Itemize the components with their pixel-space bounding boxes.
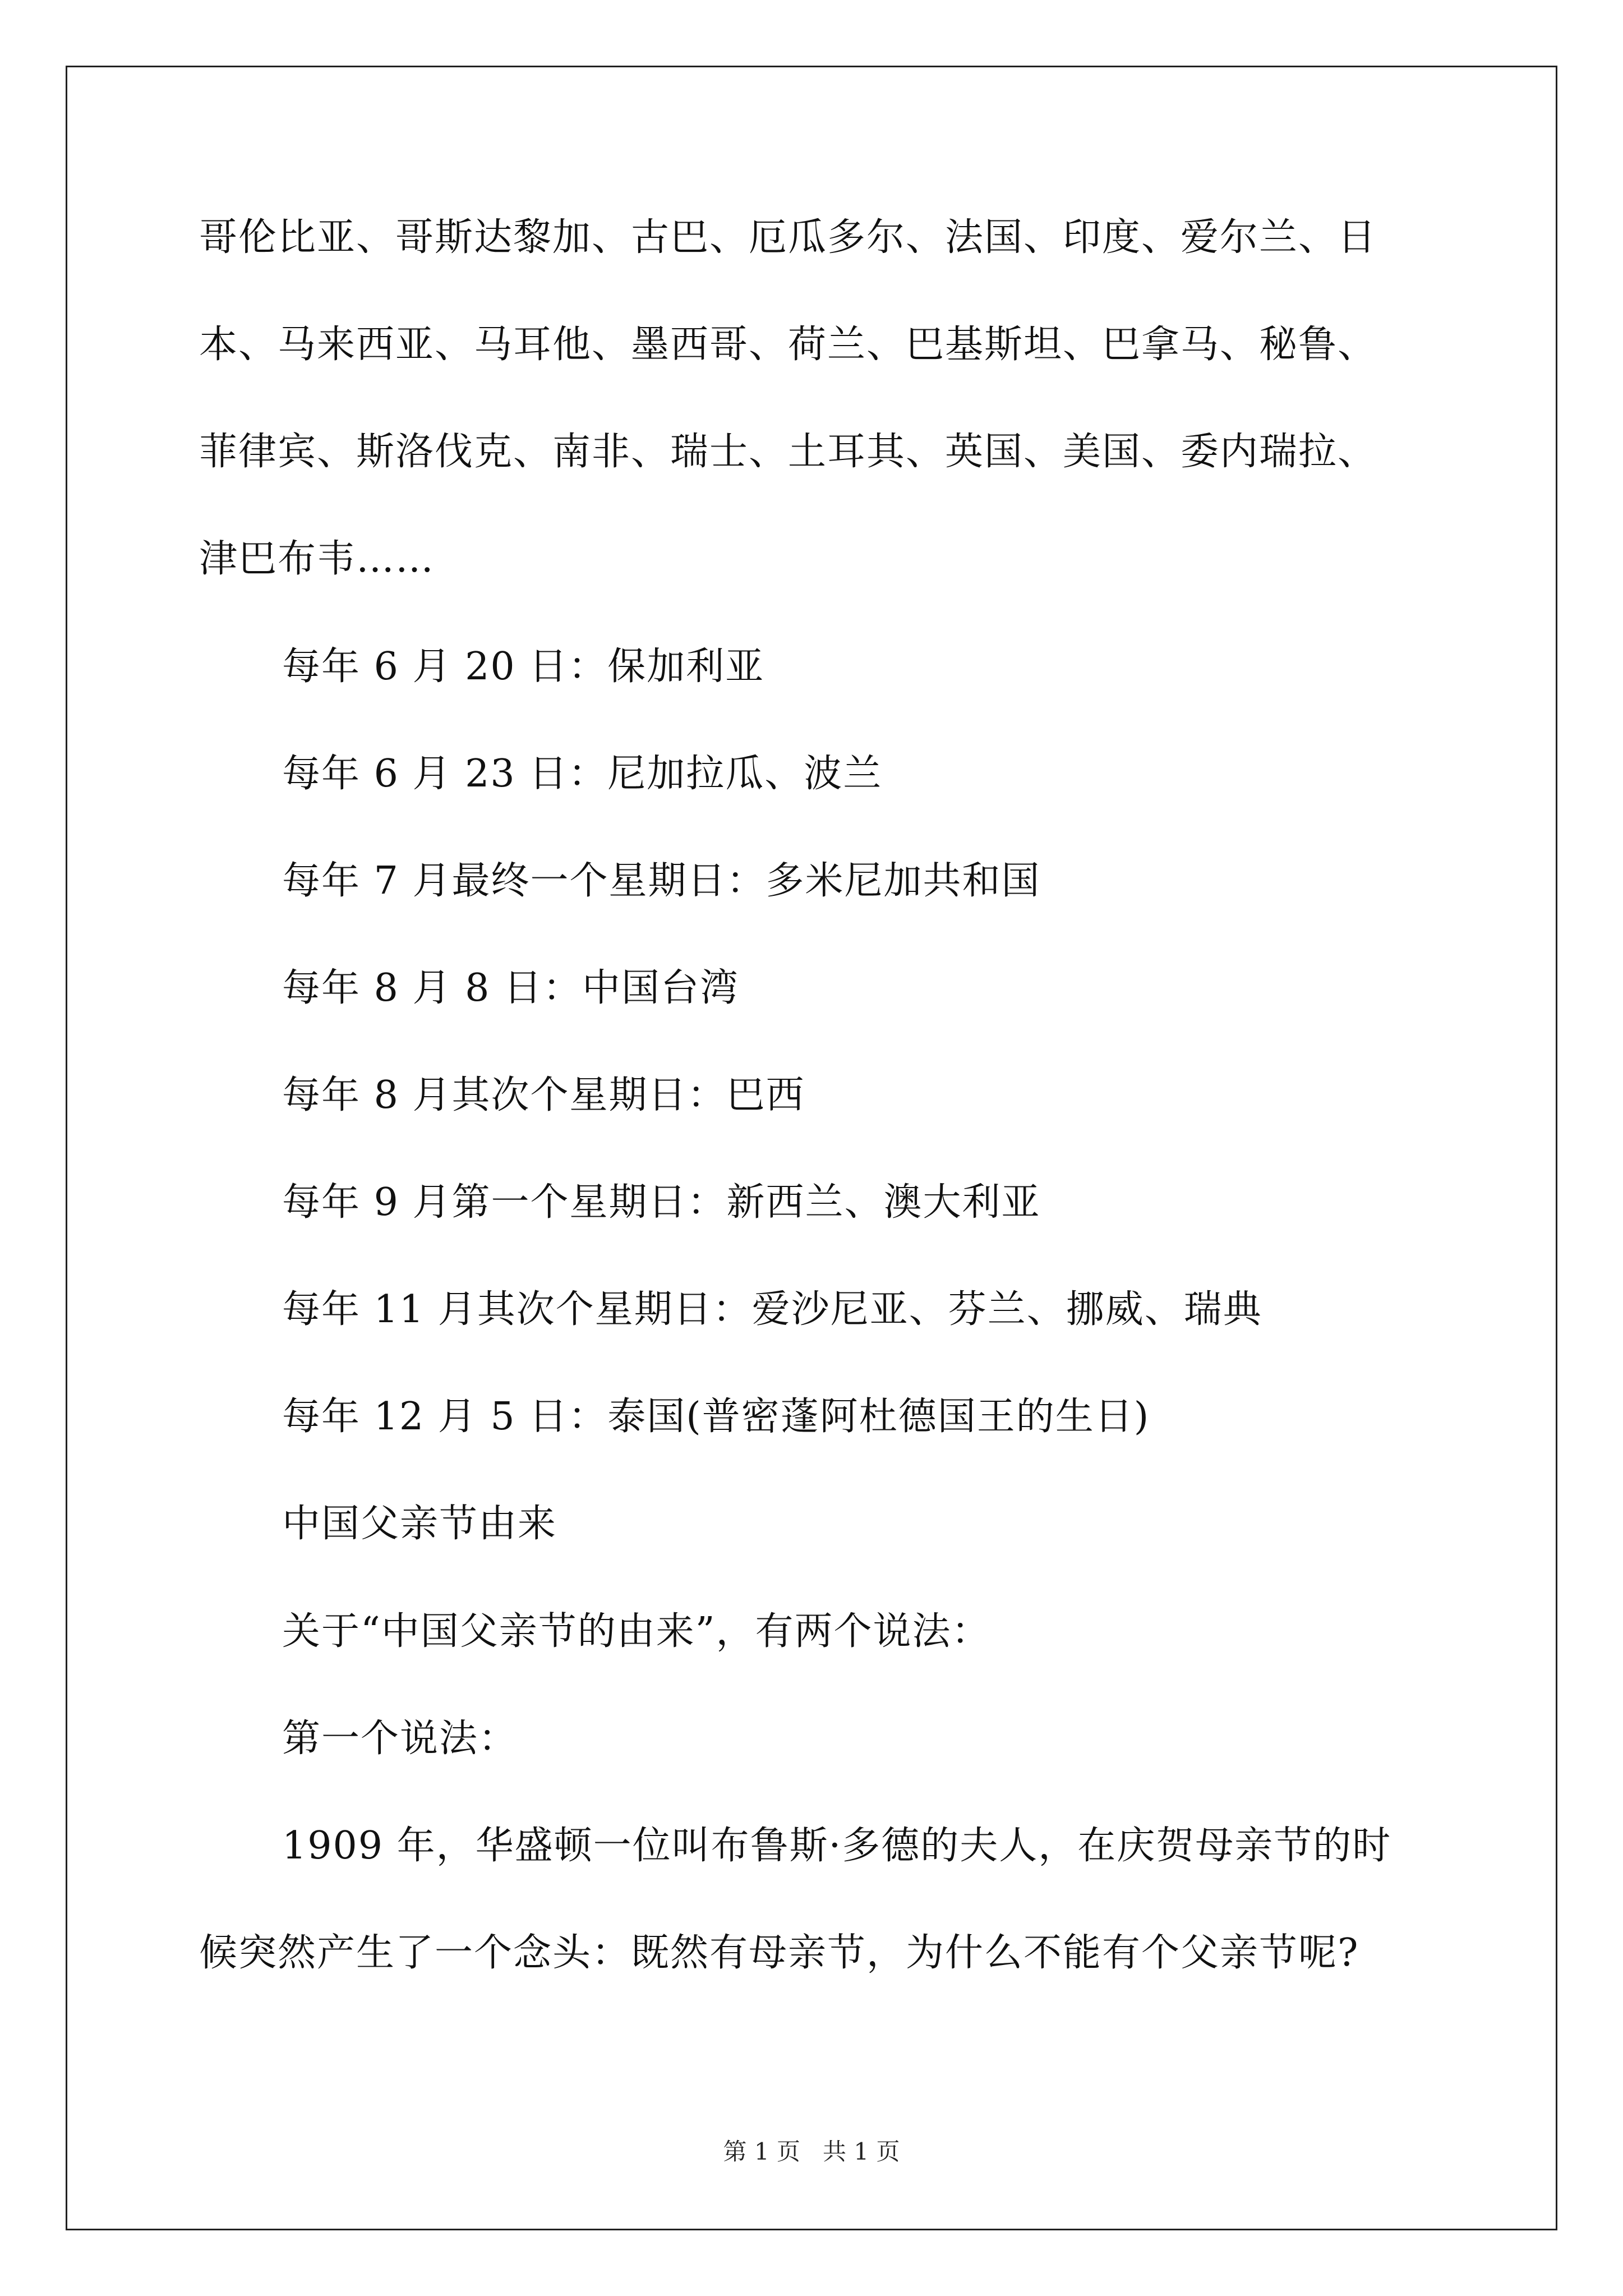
paragraph-line: 哥伦比亚、哥斯达黎加、古巴、厄瓜多尔、法国、印度、爱尔兰、日: [199, 215, 1377, 260]
paragraph-line: 菲律宾、斯洛伐克、南非、瑞士、土耳其、英国、美国、委内瑞拉、: [199, 430, 1377, 474]
date-entry: 每年 11 月其次个星期日：爱沙尼亚、芬兰、挪威、瑞典: [282, 1287, 1262, 1332]
date-entry: 每年 6 月 20 日：保加利亚: [282, 645, 765, 689]
paragraph-line: 第一个说法：: [282, 1717, 518, 1761]
paragraph-line: 津巴布韦……: [199, 537, 435, 581]
date-entry: 每年 12 月 5 日：泰国(普密蓬阿杜德国王的生日): [282, 1395, 1150, 1439]
paragraph-line: 关于“中国父亲节的由来”，有两个说法：: [282, 1609, 991, 1654]
date-entry: 每年 6 月 23 日：尼加拉瓜、波兰: [282, 752, 883, 796]
date-entry: 每年 8 月其次个星期日：巴西: [282, 1073, 805, 1117]
section-heading: 中国父亲节由来: [282, 1502, 557, 1546]
date-entry: 每年 9 月第一个星期日：新西兰、澳大利亚: [282, 1180, 1041, 1225]
paragraph-line: 本、马来西亚、马耳他、墨西哥、荷兰、巴基斯坦、巴拿马、秘鲁、: [199, 323, 1377, 367]
page-number-footer: 第 1 页 共 1 页: [723, 2138, 900, 2165]
date-entry: 每年 7 月最终一个星期日：多米尼加共和国: [282, 859, 1041, 903]
date-entry: 每年 8 月 8 日：中国台湾: [282, 966, 739, 1010]
paragraph-line: 1909 年，华盛顿一位叫布鲁斯·多德的夫人，在庆贺母亲节的时: [282, 1824, 1392, 1868]
page-border: [66, 66, 1557, 2230]
paragraph-line: 候突然产生了一个念头：既然有母亲节，为什么不能有个父亲节呢?: [199, 1931, 1359, 1975]
